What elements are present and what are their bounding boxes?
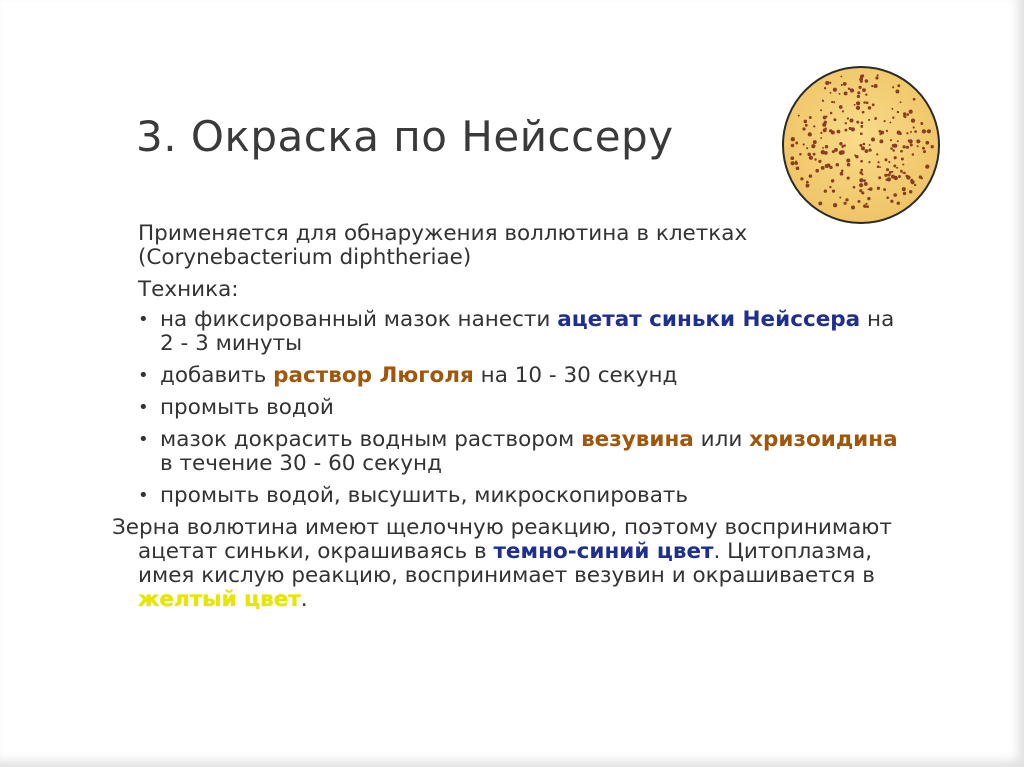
- stained-cell-dot: [903, 192, 907, 196]
- stained-cell-dot: [805, 124, 808, 127]
- stained-cell-dot: [791, 137, 795, 141]
- stained-cell-dot: [886, 130, 888, 132]
- stained-cell-dot: [854, 154, 856, 156]
- stained-cell-dot: [884, 174, 887, 177]
- technique-steps: [138, 308, 898, 508]
- stained-cell-dot: [807, 153, 811, 157]
- stained-cell-dot: [832, 189, 835, 192]
- stained-cell-dot: [824, 190, 827, 193]
- stained-cell-dot: [906, 175, 910, 179]
- stained-cell-dot: [809, 116, 812, 119]
- stained-cell-dot: [909, 190, 913, 194]
- stained-cell-dot: [829, 82, 831, 84]
- stained-cell-dot: [890, 139, 892, 141]
- stained-cell-dot: [920, 122, 923, 125]
- stained-cell-dot: [790, 156, 794, 160]
- stained-cell-dot: [897, 140, 899, 142]
- conclusion-text: Зерна волютина имеют щелочную реакцию, поэтому воспринимают ацетат синьки, окрашиваясь в темно-синий цвет. Цитоплазма, имея кислую реакцию, воспринимает везувин и окрашивается в желтый цвет.: [112, 515, 892, 612]
- stained-cell-dot: [859, 189, 862, 192]
- stained-cell-dot: [829, 186, 831, 188]
- stained-cell-dot: [872, 103, 875, 106]
- stained-cell-dot: [869, 149, 872, 152]
- stained-cell-dot: [831, 131, 835, 135]
- stained-cell-dot: [900, 101, 902, 103]
- bullet-icon: •: [138, 365, 149, 386]
- stained-cell-dot: [910, 131, 912, 133]
- stained-cell-dot: [860, 160, 863, 163]
- stained-cell-dot: [912, 153, 915, 156]
- stained-cell-dot: [850, 88, 854, 92]
- slide-body: [112, 221, 898, 612]
- stained-cell-dot: [878, 176, 881, 179]
- stained-cell-dot: [877, 74, 879, 76]
- stained-cell-dot: [824, 87, 826, 89]
- stained-cell-dot: [868, 161, 870, 163]
- stained-cell-dot: [841, 146, 843, 148]
- stained-cell-dot: [862, 111, 865, 114]
- stained-cell-dot: [831, 179, 835, 183]
- stained-cell-dot: [869, 144, 871, 146]
- stained-cell-dot: [859, 144, 862, 147]
- stained-cell-dot: [863, 179, 866, 182]
- stained-cell-dot: [879, 166, 881, 168]
- stained-cell-dot: [863, 143, 866, 146]
- stained-cell-dot: [822, 147, 824, 149]
- stained-cell-dot: [806, 184, 810, 188]
- stained-cell-dot: [841, 169, 844, 172]
- stained-cell-dot: [922, 129, 926, 133]
- stained-cell-dot: [861, 121, 864, 124]
- stained-cell-dot: [906, 132, 908, 134]
- highlight-reagent: ацетат синьки Нейссера: [557, 307, 861, 332]
- stained-cell-dot: [876, 153, 878, 155]
- stained-cell-dot: [826, 115, 828, 117]
- bullet-icon: •: [138, 485, 149, 506]
- stained-cell-dot: [863, 101, 866, 104]
- stained-cell-dot: [843, 82, 847, 86]
- stained-cell-dot: [924, 150, 926, 152]
- stained-cell-dot: [865, 183, 868, 186]
- bullet-icon: •: [138, 429, 149, 450]
- stained-cell-dot: [833, 88, 837, 92]
- stained-cell-dot: [896, 167, 898, 169]
- stained-cell-dot: [913, 126, 915, 128]
- stained-cell-dot: [859, 178, 863, 182]
- stained-cell-dot: [893, 165, 896, 168]
- stained-cell-dot: [877, 161, 879, 163]
- stained-cell-dot: [844, 202, 847, 205]
- stained-cell-dot: [847, 177, 850, 180]
- stained-cell-dot: [890, 200, 893, 203]
- stained-cell-dot: [884, 120, 886, 122]
- stained-cell-dot: [803, 143, 805, 145]
- highlight-reagent-alt: хризоидина: [749, 427, 898, 452]
- stained-cell-dot: [808, 132, 812, 136]
- stained-cell-dot: [883, 188, 886, 191]
- stained-cell-dot: [918, 140, 920, 142]
- stained-cell-dot: [897, 111, 899, 113]
- stained-cell-dot: [847, 163, 851, 167]
- stained-cell-dot: [839, 93, 841, 95]
- stained-cell-dot: [863, 204, 866, 207]
- stained-cell-dot: [897, 131, 901, 135]
- stained-cell-dot: [795, 142, 798, 145]
- stained-cell-dot: [821, 150, 825, 154]
- stained-cell-dot: [847, 117, 849, 119]
- stained-cell-dot: [840, 172, 844, 176]
- list-item: • добавить раствор Люголя на 10 - 30 секунд: [138, 363, 678, 388]
- stained-cell-dot: [851, 127, 855, 131]
- stained-cell-dot: [894, 156, 897, 159]
- stained-cell-dot: [844, 91, 848, 95]
- stained-cell-dot: [925, 141, 929, 145]
- highlight-yellow: желтый цвет: [138, 587, 301, 612]
- stained-cell-dot: [911, 118, 915, 122]
- stained-cell-dot: [813, 125, 815, 127]
- stained-cell-dot: [886, 196, 889, 199]
- intro-text: [138, 222, 898, 270]
- stained-cell-dot: [791, 161, 795, 165]
- highlight-reagent: раствор Люголя: [273, 363, 474, 388]
- stained-cell-dot: [861, 146, 865, 150]
- stained-cell-dot: [930, 145, 933, 148]
- bullet-icon: •: [138, 397, 149, 418]
- stained-cell-dot: [921, 177, 923, 179]
- stained-cell-dot: [880, 131, 884, 135]
- stained-cell-dot: [830, 92, 832, 94]
- stained-cell-dot: [888, 161, 890, 163]
- stained-cell-dot: [815, 169, 819, 173]
- stained-cell-dot: [865, 79, 869, 83]
- stained-cell-dot: [904, 116, 906, 118]
- stained-cell-dot: [796, 166, 800, 170]
- stained-cell-dot: [814, 158, 816, 160]
- stained-cell-dot: [800, 177, 803, 180]
- stained-cell-dot: [860, 125, 863, 128]
- list-item: • промыть водой, высушить, микроскопировать: [138, 483, 689, 508]
- stained-cell-dot: [802, 127, 805, 130]
- stained-cell-dot: [902, 187, 906, 191]
- stained-cell-dot: [902, 172, 904, 174]
- intro-line-1: Применяется для обнаружения воллютина в клетках: [138, 221, 748, 246]
- stained-cell-dot: [897, 84, 900, 87]
- stained-cell-dot: [840, 76, 842, 78]
- stained-cell-dot: [902, 163, 904, 165]
- stained-cell-dot: [874, 84, 878, 88]
- stained-cell-dot: [891, 108, 893, 110]
- stained-cell-dot: [820, 137, 822, 139]
- stained-cell-dot: [875, 76, 878, 79]
- stained-cell-dot: [837, 130, 841, 134]
- stained-cell-dot: [857, 91, 860, 94]
- microscope-plate-image: [780, 64, 942, 226]
- stained-cell-dot: [820, 132, 822, 134]
- stained-cell-dot: [902, 145, 905, 148]
- stained-cell-dot: [868, 119, 870, 121]
- stained-cell-dot: [877, 165, 880, 168]
- stained-cell-dot: [874, 117, 877, 120]
- bullet-icon: •: [138, 309, 149, 330]
- slide-title: 3. Окраска по Нейссеру: [136, 112, 674, 161]
- stained-cell-dot: [903, 112, 906, 115]
- stained-cell-dot: [892, 149, 895, 152]
- stained-cell-dot: [798, 115, 800, 117]
- stained-cell-dot: [871, 85, 873, 87]
- stained-cell-dot: [858, 201, 860, 203]
- stained-cell-dot: [893, 144, 897, 148]
- stained-cell-dot: [886, 168, 889, 171]
- stained-cell-dot: [893, 193, 897, 197]
- stained-cell-dot: [860, 132, 863, 135]
- stained-cell-dot: [818, 160, 821, 163]
- stained-cell-dot: [832, 150, 835, 153]
- stained-cell-dot: [842, 110, 844, 112]
- stained-cell-dot: [867, 197, 870, 200]
- stained-cell-dot: [813, 153, 816, 156]
- stained-cell-dot: [799, 153, 802, 156]
- stained-cell-dot: [804, 120, 808, 124]
- stained-cell-dot: [895, 90, 899, 94]
- stained-cell-dot: [825, 164, 829, 168]
- stained-cell-dot: [909, 110, 913, 114]
- stained-cell-dot: [906, 146, 909, 149]
- stained-cell-dot: [906, 113, 909, 116]
- stained-cell-dot: [913, 98, 916, 101]
- stained-cell-dot: [862, 88, 866, 92]
- list-item: • мазок докрасить водным раствором везувина или хризоидина в течение 30 - 60 секунд: [138, 427, 898, 476]
- stained-cell-dot: [859, 183, 863, 187]
- stained-cell-dot: [791, 144, 795, 148]
- stained-cell-dot: [865, 149, 869, 153]
- stained-cell-dot: [820, 109, 822, 111]
- stained-cell-dot: [890, 147, 893, 150]
- stained-cell-dot: [898, 175, 901, 178]
- stained-cell-dot: [908, 139, 912, 143]
- highlight-reagent: везувина: [581, 427, 694, 452]
- stained-cell-dot: [889, 171, 892, 174]
- stained-cell-dot: [836, 163, 840, 167]
- stained-cell-dot: [868, 106, 872, 110]
- stained-cell-dot: [871, 138, 875, 142]
- stained-cell-dot: [839, 105, 843, 109]
- stained-cell-dot: [841, 84, 843, 86]
- stained-cell-dot: [839, 142, 842, 145]
- stained-cell-dot: [833, 203, 837, 207]
- stained-cell-dot: [868, 188, 870, 190]
- stained-cell-dot: [865, 203, 867, 205]
- stained-cell-dot: [806, 147, 808, 149]
- stained-cell-dot: [910, 144, 913, 147]
- stained-cell-dot: [927, 130, 929, 132]
- stained-cell-dot: [922, 147, 925, 150]
- stained-cell-dot: [833, 118, 836, 121]
- stained-cell-dot: [831, 101, 833, 103]
- stained-cell-dot: [809, 156, 813, 160]
- stained-cell-dot: [925, 164, 929, 168]
- stained-cell-dot: [825, 145, 828, 148]
- list-item: • на фиксированный мазок нанести ацетат синьки Нейссера на 2 - 3 минуты: [138, 307, 895, 356]
- stained-cell-dot: [892, 86, 894, 88]
- stained-cell-dot: [845, 198, 848, 201]
- stained-cell-dot: [853, 186, 856, 189]
- stained-cell-dot: [914, 130, 917, 133]
- stained-cell-dot: [854, 104, 856, 106]
- stained-cell-dot: [869, 187, 873, 191]
- stained-cell-dot: [849, 118, 853, 122]
- stained-cell-dot: [818, 201, 822, 205]
- stained-cell-dot: [911, 180, 915, 184]
- stained-cell-dot: [829, 166, 832, 169]
- stained-cell-dot: [813, 140, 817, 144]
- stained-cell-dot: [795, 160, 797, 162]
- stained-cell-dot: [848, 87, 851, 90]
- stained-cell-dot: [856, 121, 859, 124]
- stained-cell-dot: [857, 95, 860, 98]
- stained-cell-dot: [822, 100, 824, 102]
- stained-cell-dot: [839, 197, 841, 199]
- stained-cell-dot: [860, 169, 863, 172]
- stained-cell-dot: [856, 106, 860, 110]
- stained-cell-dot: [917, 145, 919, 147]
- stained-cell-dot: [884, 158, 887, 161]
- stained-cell-dot: [865, 93, 867, 95]
- stained-cell-dot: [821, 166, 825, 170]
- stained-cell-dot: [891, 175, 895, 179]
- stained-cell-dot: [833, 101, 835, 103]
- stained-cell-dot: [811, 144, 814, 147]
- stained-cell-dot: [879, 139, 883, 143]
- stained-cell-dot: [822, 123, 826, 127]
- stained-cell-dot: [866, 101, 869, 104]
- stained-cell-dot: [885, 179, 887, 181]
- stained-cell-dot: [889, 122, 891, 124]
- stained-cell-dot: [825, 81, 829, 85]
- stained-cell-dot: [900, 150, 903, 153]
- stained-cell-dot: [844, 129, 847, 132]
- stained-cell-dot: [840, 150, 844, 154]
- list-item: • промыть водой: [138, 395, 334, 420]
- stained-cell-dot: [809, 174, 812, 177]
- stained-cell-dot: [806, 181, 809, 184]
- stained-cell-dot: [830, 112, 833, 115]
- stained-cell-dot: [856, 101, 860, 105]
- stained-cell-dot: [846, 158, 850, 162]
- stained-cell-dot: [825, 127, 827, 129]
- stained-cell-dot: [901, 157, 904, 160]
- stained-cell-dot: [877, 187, 880, 190]
- intro-line-2: (Corynebacterium diphtheriae): [138, 245, 472, 270]
- stained-cell-dot: [860, 75, 864, 79]
- stained-cell-dot: [859, 171, 862, 174]
- stained-cell-dot: [851, 205, 855, 209]
- stained-cell-dot: [892, 116, 894, 118]
- stained-cell-dot: [900, 170, 903, 173]
- stained-cell-dot: [858, 86, 861, 89]
- stained-cell-dot: [914, 184, 916, 186]
- stained-cell-dot: [845, 122, 847, 124]
- stained-cell-dot: [897, 201, 900, 204]
- highlight-dark-blue: темно-синий цвет: [493, 539, 714, 564]
- technique-label: Техника:: [138, 277, 239, 302]
- stained-cell-dot: [866, 205, 869, 208]
